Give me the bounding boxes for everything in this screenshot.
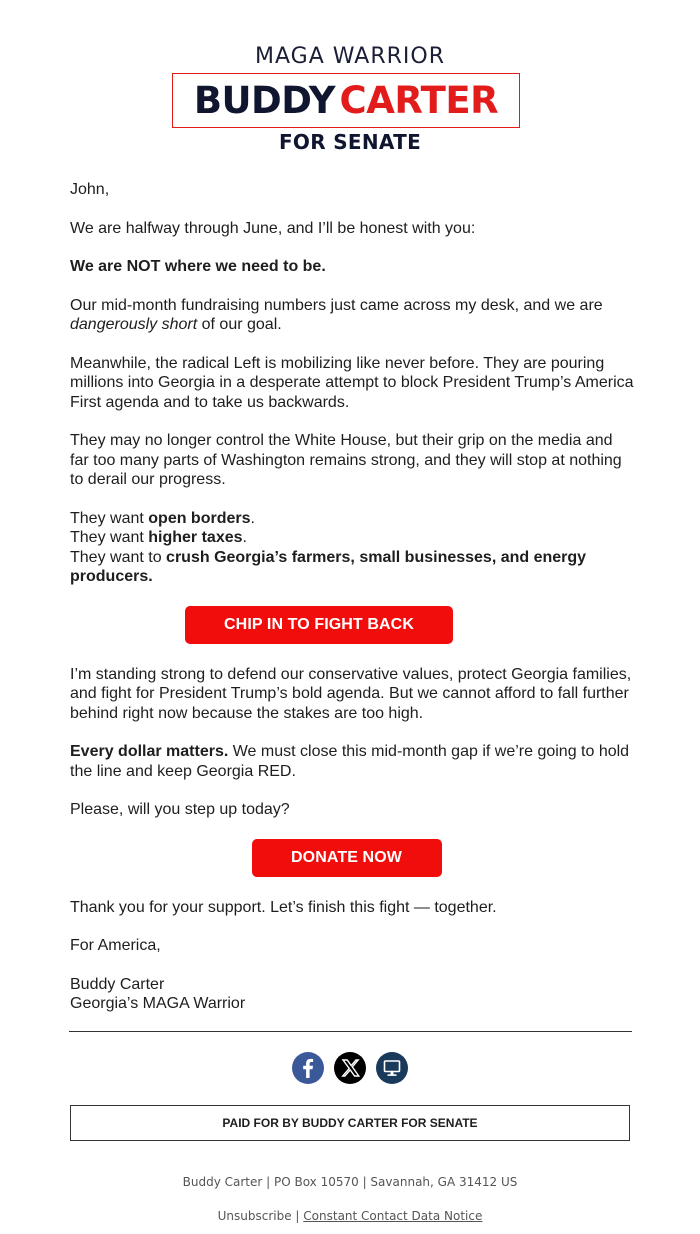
paragraph-9: Thank you for your support. Let’s finish this fight — together. bbox=[70, 898, 497, 916]
paragraph-4: Meanwhile, the radical Left is mobilizing like never before. They are pouring millions into Georgia in a desperate attempt to block President Trump’s America First agenda and to take us backwards. bbox=[70, 354, 634, 411]
logo-subtitle: FOR SENATE bbox=[278, 130, 422, 154]
paragraph-3 bbox=[70, 296, 635, 335]
footer-links bbox=[0, 1209, 700, 1223]
want-3 bbox=[70, 549, 586, 586]
want-3-bold: crush Georgia’s farmers, small businesses, and energy producers. bbox=[70, 548, 587, 585]
paragraph-7 bbox=[70, 742, 635, 781]
footer-separator: | bbox=[291, 1209, 304, 1223]
want-3-a: They want to bbox=[70, 548, 167, 566]
paragraph-8: Please, will you step up today? bbox=[70, 801, 290, 818]
paragraph-6: I’m standing strong to defend our conservative values, protect Georgia families, and fight for President Trump’s bold agenda. But we cannot afford to fall further behind right now because the stakes are too high. bbox=[70, 665, 632, 722]
paragraph-1: We are halfway through June, and I’ll be honest with you: bbox=[70, 219, 476, 237]
data-notice-link[interactable]: Constant Contact Data Notice bbox=[303, 1209, 483, 1223]
signature bbox=[70, 975, 635, 1014]
logo-tagline: MAGA WARRIOR bbox=[255, 44, 445, 69]
chip-in-wrap bbox=[70, 606, 635, 644]
donate-now-button[interactable]: DONATE NOW bbox=[252, 839, 442, 877]
facebook-icon[interactable] bbox=[292, 1052, 324, 1084]
want-2-bold: higher taxes bbox=[148, 529, 243, 546]
website-icon[interactable] bbox=[376, 1052, 408, 1084]
donate-wrap bbox=[70, 839, 635, 877]
want-2 bbox=[70, 529, 247, 546]
p7-rest: We must close this mid-month gap if we’re going to hold the line and keep Georgia RED. bbox=[70, 743, 630, 780]
divider bbox=[69, 1031, 632, 1032]
want-1 bbox=[70, 510, 255, 527]
greeting: John, bbox=[70, 181, 110, 198]
social-links bbox=[0, 1052, 700, 1086]
want-1-b: . bbox=[250, 509, 255, 527]
logo-last-name: CARTER bbox=[339, 79, 499, 122]
want-1-a: They want bbox=[70, 509, 149, 527]
chip-in-button[interactable]: CHIP IN TO FIGHT BACK bbox=[185, 606, 453, 644]
want-2-b: . bbox=[242, 529, 247, 546]
p3-text-b: of our goal. bbox=[197, 316, 282, 333]
paid-for-disclaimer: PAID FOR BY BUDDY CARTER FOR SENATE bbox=[70, 1105, 630, 1141]
email-header bbox=[0, 0, 700, 170]
p3-italic: dangerously short bbox=[70, 316, 198, 333]
they-want-list bbox=[70, 509, 635, 587]
logo-name-box bbox=[172, 73, 520, 128]
logo-first-name: BUDDY bbox=[193, 79, 336, 122]
want-1-bold: open borders bbox=[148, 509, 251, 527]
bold-statement: We are NOT where we need to be. bbox=[70, 258, 326, 275]
paragraph-2 bbox=[70, 257, 635, 277]
signoff: For America, bbox=[70, 937, 161, 954]
p3-text-a: Our mid-month fundraising numbers just came across my desk, and we are bbox=[70, 296, 603, 314]
paragraph-5: They may no longer control the White House, but their grip on the media and far too many parts of Washington remains strong, and they will stop at nothing to derail our progress. bbox=[70, 432, 622, 488]
email-body bbox=[70, 180, 635, 1033]
unsubscribe-link[interactable]: Unsubscribe bbox=[217, 1209, 292, 1223]
x-icon[interactable] bbox=[334, 1052, 366, 1084]
want-2-a: They want bbox=[70, 529, 149, 546]
signature-title: Georgia’s MAGA Warrior bbox=[70, 995, 246, 1012]
p7-bold: Every dollar matters. bbox=[70, 743, 229, 760]
footer-address: Buddy Carter | PO Box 10570 | Savannah, GA 31412 US bbox=[182, 1175, 518, 1189]
signature-name: Buddy Carter bbox=[70, 975, 165, 993]
